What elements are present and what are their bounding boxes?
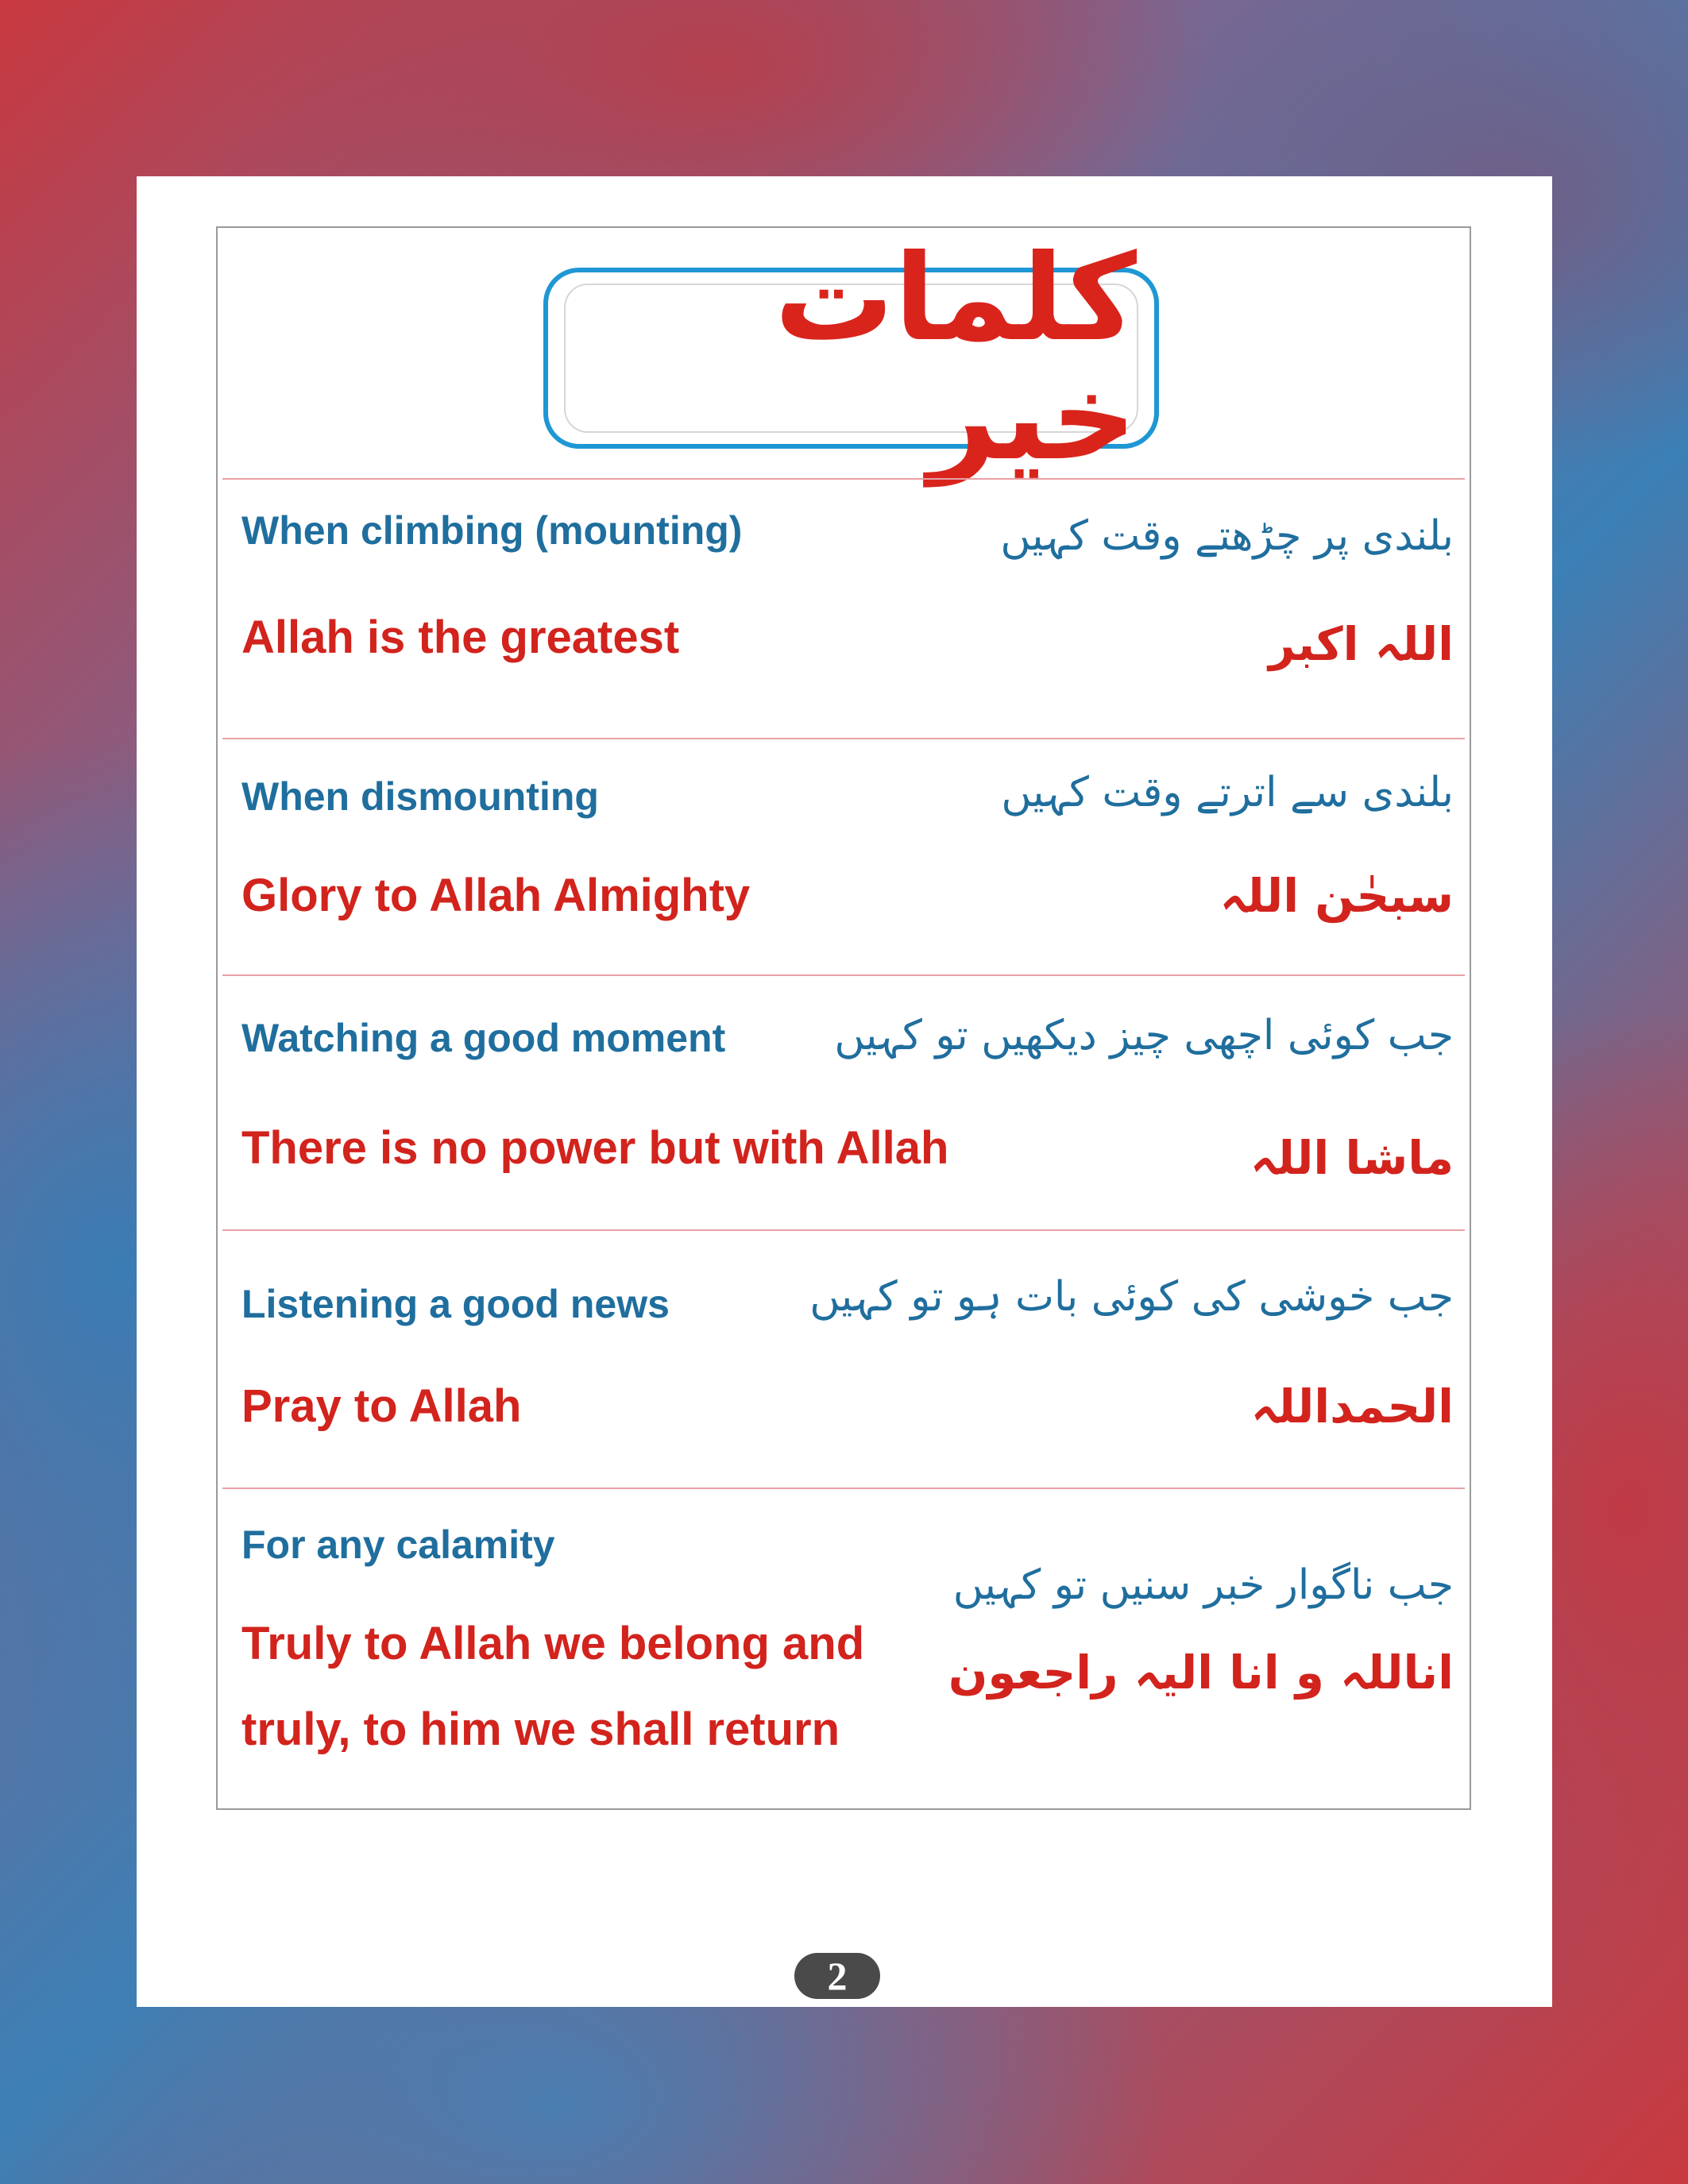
list-item-good-news [218, 1232, 1470, 1488]
caption-ur: جب خوشی کی کوئی بات ہو تو کہیں [809, 1273, 1454, 1321]
phrase-ur: اللہ اکبر [1269, 617, 1454, 671]
divider [222, 1229, 1465, 1231]
divider [222, 974, 1465, 976]
caption-ur: جب کوئی اچھی چیز دیکھیں تو کہیں [834, 1012, 1454, 1059]
translation-en-line1: Truly to Allah we belong and [241, 1618, 865, 1669]
title-banner-inner [564, 230, 1138, 487]
list-item-calamity [218, 1490, 1470, 1808]
list-item-climbing [218, 480, 1470, 738]
phrase-ur: ماشا اللہ [1250, 1131, 1454, 1185]
translation-en-line2: truly, to him we shall return [241, 1704, 840, 1755]
caption-en: Watching a good moment [241, 1016, 726, 1060]
translation-en: Allah is the greatest [241, 612, 680, 663]
caption-en: For any calamity [241, 1522, 555, 1567]
title-banner [543, 230, 1159, 487]
caption-en: Listening a good news [241, 1282, 670, 1326]
content-frame [216, 226, 1471, 1810]
phrase-ur: الحمداللہ [1250, 1379, 1454, 1433]
divider [222, 1488, 1465, 1489]
caption-en: When dismounting [241, 774, 599, 819]
page-sheet [137, 176, 1552, 2007]
caption-en: When climbing (mounting) [241, 508, 743, 553]
caption-ur: بلندی پر چڑھتے وقت کہیں [1000, 512, 1454, 560]
caption-ur: جب ناگوار خبر سنیں تو کہیں [952, 1561, 1454, 1609]
list-item-dismounting [218, 740, 1470, 974]
page-number-badge: 2 [794, 1953, 880, 1999]
translation-en: Glory to Allah Almighty [241, 870, 751, 921]
page-title: کلمات خیر [774, 230, 1137, 487]
list-item-good-moment [218, 977, 1470, 1229]
translation-en: Pray to Allah [241, 1380, 522, 1432]
phrase-ur: اناللہ و انا الیہ راجعون [948, 1646, 1454, 1700]
caption-ur: بلندی سے اترتے وقت کہیں [1001, 769, 1454, 816]
translation-en: There is no power but with Allah [241, 1122, 949, 1174]
divider [222, 738, 1465, 739]
divider [222, 478, 1465, 480]
phrase-ur: سبحٰن اللہ [1219, 869, 1454, 923]
